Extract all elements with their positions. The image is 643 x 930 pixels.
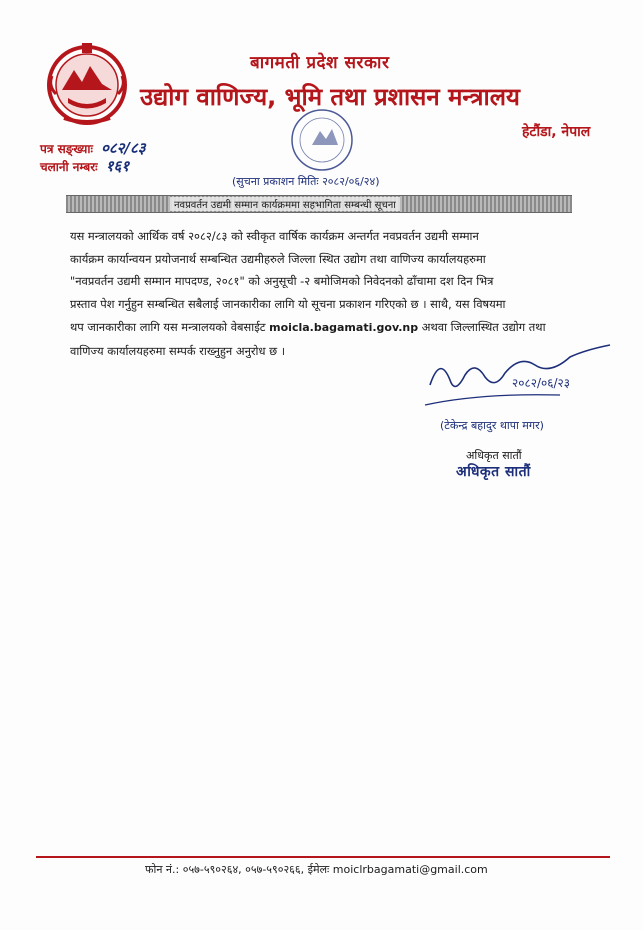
body-line: कार्यक्रम कार्यान्वयन प्रयोजनार्थ सम्बन्धित उद्यमीहरुले जिल्ला स्थित उद्योग तथा वाणिज्य कार्यालयहरुमा	[70, 251, 486, 266]
nepal-emblem-icon	[44, 40, 130, 126]
body-line-5-post: अथवा जिल्लास्थित उद्योग तथा	[421, 319, 546, 334]
official-seal-icon	[272, 105, 372, 175]
letter-number	[40, 138, 146, 158]
officer-title: अधिकृत सातौं	[466, 449, 522, 462]
body-line-5-pre: थप जानकारीका लागि यस मन्त्रालयको वेबसाईट	[70, 319, 266, 334]
footer-email[interactable]: moiclrbagamati@gmail.com	[332, 863, 488, 876]
office-location: हेटौंडा, नेपाल	[522, 124, 591, 140]
body-line: यस मन्त्रालयको आर्थिक वर्ष २०८२/८३ को स्वीकृत वार्षिक कार्यक्रम अन्तर्गत नवप्रवर्तन उद्यमी सम्मान	[70, 229, 479, 243]
officer-title-stamp: अधिकृत सातौं	[456, 464, 531, 480]
dispatch-number-label: चलानी नम्बरः	[40, 160, 98, 174]
footer-email-label: ईमेलः	[307, 863, 330, 876]
signature-icon	[420, 335, 620, 415]
notice-subject: नवप्रवर्तन उद्यमी सम्मान कार्यक्रममा सहभागिता सम्बन्धी सूचना	[170, 197, 400, 211]
dispatch-number-value: १६१	[105, 157, 130, 175]
dispatch-number	[40, 156, 129, 176]
signature-date: २०८२/०६/२३	[512, 376, 571, 390]
letter-number-label: पत्र सङ्ख्याः	[40, 142, 93, 156]
government-name: बागमती प्रदेश सरकार	[250, 53, 390, 73]
footer-contact	[145, 862, 488, 877]
officer-name: (टेकेन्द्र बहादुर थापा मगर)	[440, 419, 544, 432]
notice-publication-date: (सुचना प्रकाशन मितिः २०८२/०६/२४)	[232, 175, 380, 188]
letter-number-value: ०८२/८३	[101, 139, 146, 157]
website-link[interactable]: moicla.bagamati.gov.np	[269, 320, 419, 334]
body-line: प्रस्ताव पेश गर्नुहुन सम्बन्धित सबैलाई जानकारीका लागि यो सूचना प्रकाशन गरिएको छ । साथै, यस विषयमा	[70, 297, 506, 312]
ministry-name: उद्योग वाणिज्य, भूमि तथा प्रशासन मन्त्रालय	[140, 83, 520, 111]
footer-phone: फोन नं.: ०५७-५९०२६४, ०५७-५९०२६६,	[145, 863, 305, 876]
body-line: वाणिज्य कार्यालयहरुमा सम्पर्क राख्नुहुन अनुरोध छ ।	[70, 343, 286, 358]
footer-divider	[36, 856, 610, 858]
body-line: "नवप्रवर्तन उद्यमी सम्मान मापदण्ड, २०८१" को अनुसूची -२ बमोजिमको निवेदनको ढाँचामा दश दिन भित्र	[70, 274, 494, 289]
